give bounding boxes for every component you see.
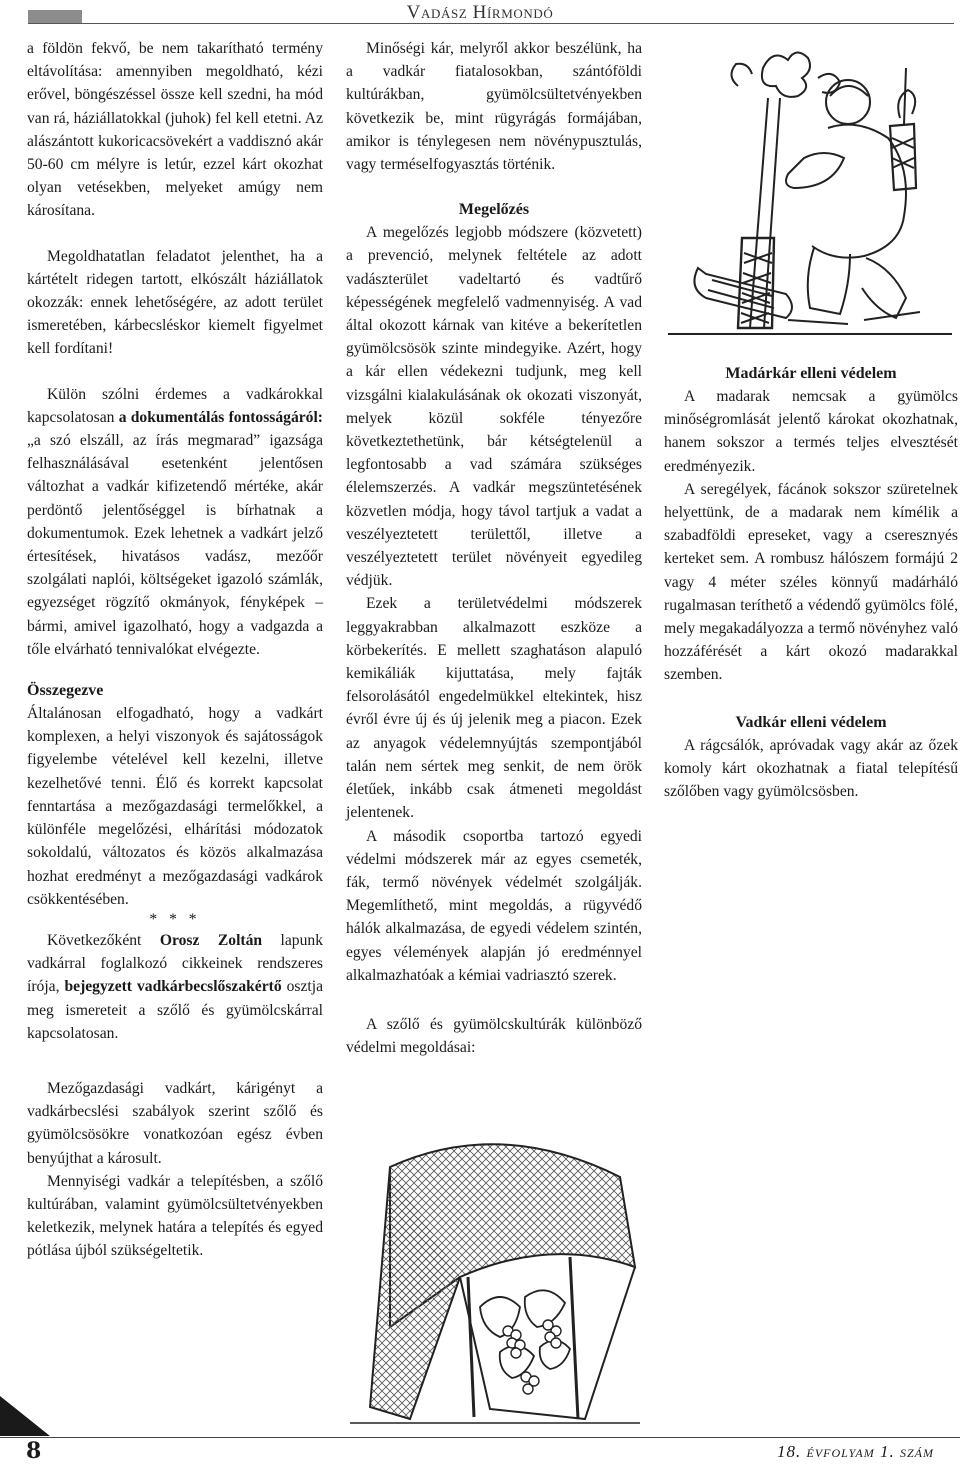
paragraph: Mezőgazdasági vadkárt, kárigényt a vadkárbecslési szabályok szerint szőlő és gyümölcsösökre vonatkozóan egész évben benyújthat a károsult. <box>27 1079 323 1167</box>
author-name: Orosz Zoltán <box>159 931 263 949</box>
paragraph: A madarak nemcsak a gyümölcs minőségromlását jelentő károkat okozhatnak, hanem sokszor a termés teljes elvesztését eredményezik. <box>664 388 958 475</box>
figure-intro: A szőlő és gyümölcskultúrák különböző védelmi megoldásai: <box>346 1015 642 1057</box>
footer-rule <box>0 1437 960 1438</box>
paragraph: Mennyiségi vadkár a telepítésben, a szőlő kultúrában, valamint gyümölcsültetvényekben keletkezik, melynek határa a telepítés és egyed pótlása újból szükségeltetik. <box>27 1172 323 1260</box>
text-run: osztja meg ismereteit a szőlő és gyümölcskárral kapcsolatosan. <box>27 978 324 1042</box>
page-number: 8 <box>26 1438 42 1464</box>
bird-net-drawing-icon <box>350 1127 640 1427</box>
section-heading-prevention: Megelőzés <box>458 201 530 219</box>
column-right <box>664 352 958 803</box>
section-separator: * * * <box>149 910 201 928</box>
paragraph: A rágcsálók, apróvadak vagy akár az őzek komoly kárt okozhatnak a fiatal telepítésű szőlőben vagy gyümölcsösben. <box>664 736 958 801</box>
paragraph: A seregélyek, fácánok sokszor szüretelnek helyettünk, de a madarak nem kímélik a szabadföldi epreseket, vagy a cseresznyés kerteket sem. A rombusz hálószem formájú 2 vagy 4 méter széles könnyű madárháló rugalmasan teríthető a védendő gyümölcs fölé, mely megakadályozza a termő növényhez való hozzáférését a kárt okozó madarakkal szemben. <box>664 480 958 684</box>
section-heading-birds: Madárkár elleni védelem <box>725 365 897 382</box>
text-run: lapunk vadkárral foglalkozó cikkeinek rendszeres írója, <box>27 931 323 996</box>
paragraph: Ezek a területvédelmi módszerek leggyakrabban alkalmazott eszköze a körbekerítés. E mellett szaghatáson alapuló kemikáliák kijuttatása, mely fajták felsorolásától engedelmükkel eltekintek, hisz évről évre új és új jelenik meg a piacon. Ezek az anyagok védelemnyújtás szempontjából talán nem sértek meg senkit, de nem örök életűek, inkább csak átmeneti megoldást jelentenek. <box>346 595 642 822</box>
paragraph: Általánosan elfogadható, hogy a vadkárt komplexen, a helyi viszonyok és sajátosságok figyelembe vételével kell kezelni, illetve kezelhetővé tenni. Élő és korrekt kapcsolat fenntartása a mezőgazdasági termelőkkel, a különféle megelőzési, elhárítási módozatok sokoldalú, változatos és közös alkalmazása hozhat eredményt a mezőgazdasági vadkárok csökkentésében. <box>27 705 323 908</box>
column-middle <box>346 37 642 1059</box>
illustration-vine-netting <box>350 1127 640 1427</box>
section-heading-game: Vadkár elleni védelem <box>735 713 887 731</box>
section-heading-summary: Összegezve <box>27 682 104 700</box>
paragraph <box>27 929 323 1045</box>
paragraph: A megelőzés legjobb módszere (közvetett) a prevenció, melynek feltétele az adott vadászterület vadeltartó és vadtűrő képességének megfelelő vadmennyiség. A vad által okozott kárnak van kitéve a bekerítetlen gyümölcsösök szinte mindegyike. Azért, hogy a kár ellen védekezni tudjunk, meg kell vizsgálni kialakulásának ok okozati viszonyát, melyek közül sokféle tényezőre következtethetünk, bár kétségtelenül a legfontosabb a vad számára szükséges élelemszerzés. A vadkár megszüntetésének közvetlen módja, hogy távol tartjuk a vadat a veszélyeztetett területtől, illetve a veszélyeztetett terület növényeit egyedileg védjük. <box>346 224 642 590</box>
running-title: Vadász Hírmondó <box>406 2 554 23</box>
illustration-tree-protection <box>668 38 952 338</box>
text-run: Külön szólni érdemes a vadkárokkal kapcsolatosan <box>27 385 323 426</box>
paragraph: Megoldhatatlan feladatot jelenthet, ha a kártételt ridegen tartott, elkószált háziállatok okozzák: ennek lehetőségére, az adott terület ismeretében, kárbecsléskor kiemelt figyelmet kell fordítani! <box>27 247 323 358</box>
paragraph: Minőségi kár, melyről akkor beszélünk, ha a vadkár fiatalosokban, szántóföldi kultúrákban, gyümölcsültetvényekben következik be, mint rügyrágás formájában, amikor is ténylegesen nem növénypusztulás, vagy terméselfogyasztás történik. <box>346 40 642 174</box>
paragraph: A második csoportba tartozó egyedi védelmi módszerek már az egyes csemeték, fák, termő növények védelmét szolgálják. Megemlíthető, mint megoldás, a rügyvédő hálók alkalmazása, de egyedi védelem szintén, egyes vélemények alapján jó eredménnyel alkalmazhatóak a kémiai vadriasztó szerek. <box>346 827 642 984</box>
paragraph: a földön fekvő, be nem takarítható termény eltávolítása: amennyiben megoldható, kézi erővel, böngészéssel össze kell szedni, ha mód van rá, háziállatokkal (juhok) fel kell etetni. Az alászántott kukoricacsövekért a vaddisznó akár 50-60 cm mélyre is letúr, ezzel kárt okozhat olyan vetésekben, melyeket amúgy nem károsítana. <box>27 40 323 220</box>
corner-triangle-icon <box>0 1396 50 1436</box>
volume-info: 18. évfolyam 1. szám <box>776 1442 934 1461</box>
text-run: „a szó elszáll, az írás megmarad” igazsága felhasználásával esetenként jelentősen változhat a vadkár kifizetendő mértéke, akár perdöntő jelentőséggel is bírhatnak a dokumentumok. Ezek lehetnek a vadkárt jelző értesítések, hivatásos vadász, mezőőr szolgálati naplói, költségeket igazoló számlák, egyezséget rögzítő okmányok, fényképek – bármi, amivel igazolható, hogy a vadgazda a tőle elvárható tennivalókat elvégezte. <box>27 432 323 658</box>
bold-text: bejegyzett vadkárbecslőszakértő <box>64 978 282 996</box>
paragraph <box>27 383 323 661</box>
column-left <box>27 37 323 1263</box>
tree-guard-drawing-icon <box>668 38 952 338</box>
bold-text: a dokumentálás fontosságáról: <box>118 408 323 426</box>
text-run: Következőként <box>47 931 160 949</box>
